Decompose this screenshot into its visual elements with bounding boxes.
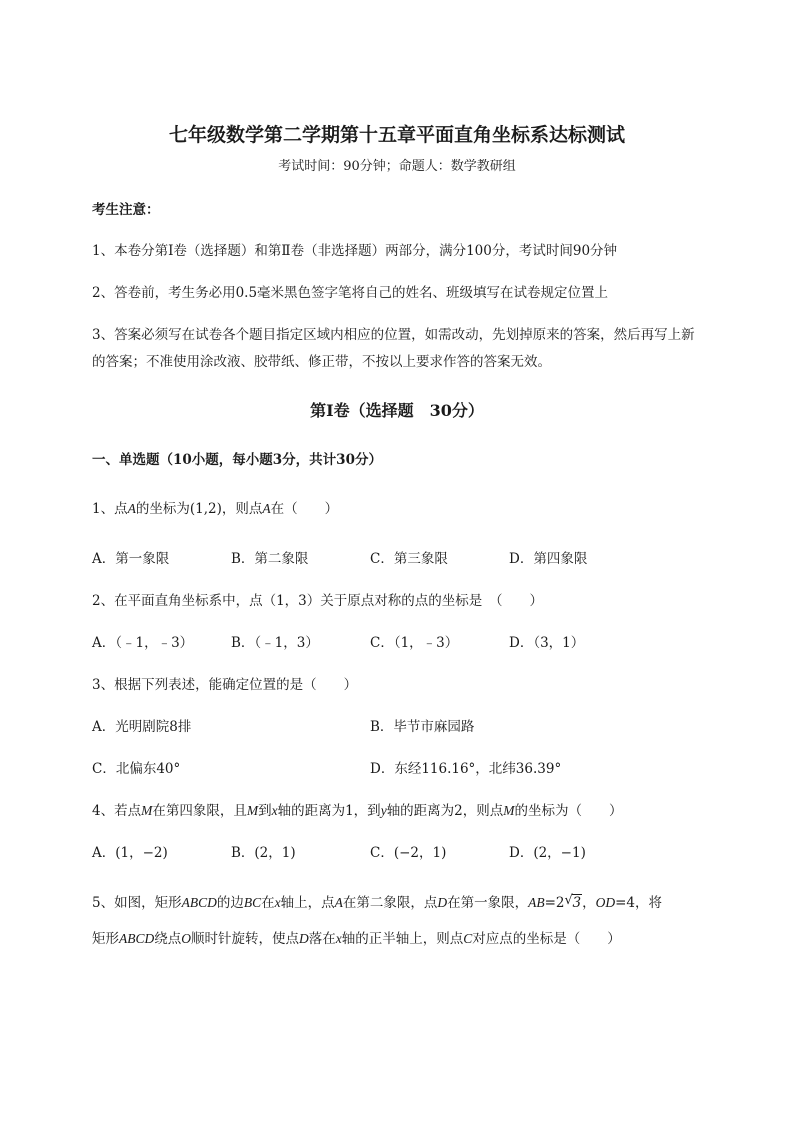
sqrt-symbol: √ 3 [564, 893, 582, 911]
question-1-option-b[interactable]: B．第二象限 [231, 551, 309, 567]
question-4-option-a[interactable]: A．(1，−2) [92, 845, 168, 861]
question-3-option-a[interactable]: A．光明剧院8排 [92, 719, 192, 735]
question-4-stem: 4、若点M在第四象限，且M到x轴的距离为1，到y轴的距离为2，则点M的坐标为（ ） [92, 803, 623, 819]
question-4-option-c[interactable]: C．(−2，1) [370, 845, 447, 861]
exam-title: 七年级数学第二学期第十五章平面直角坐标系达标测试 [168, 124, 625, 146]
question-4-option-b[interactable]: B．(2，1) [231, 845, 296, 861]
question-2-option-a[interactable]: A．（﹣1，﹣3） [92, 635, 194, 651]
notice-item-3-cont: 的答案；不准使用涂改液、胶带纸、修正带，不按以上要求作答的答案无效。 [92, 354, 551, 370]
notice-item-2: 2、答卷前，考生务必用0.5毫米黑色签字笔将自己的姓名、班级填写在试卷规定位置上 [92, 285, 609, 301]
question-3-option-b[interactable]: B．毕节市麻园路 [370, 719, 475, 735]
question-4-option-d[interactable]: D．(2，−1) [509, 845, 586, 861]
section-title: 第I卷（选择题 30分） [310, 401, 484, 420]
notice-heading: 考生注意： [92, 202, 160, 218]
notice-item-3: 3、答案必须写在试卷各个题目指定区域内相应的位置，如需改动，先划掉原来的答案，然后再写上新 [92, 327, 695, 343]
question-1-option-c[interactable]: C．第三象限 [370, 551, 448, 567]
question-2-stem: 2、在平面直角坐标系中，点（1，3）关于原点对称的点的坐标是 （ ） [92, 593, 544, 609]
question-2-option-b[interactable]: B．（﹣1，3） [231, 635, 319, 651]
question-2-option-d[interactable]: D．（3，1） [509, 635, 585, 651]
question-3-stem: 3、根据下列表述，能确定位置的是（ ） [92, 677, 358, 693]
question-2-option-c[interactable]: C．（1，﹣3） [370, 635, 459, 651]
question-3-option-c[interactable]: C．北偏东40° [92, 761, 181, 777]
question-1-stem: 1、点A的坐标为(1,2)，则点A在（ ） [92, 501, 339, 517]
question-5-stem-line-2: 矩形ABCD绕点O顺时针旋转，使点D落在x轴的正半轴上，则点C对应点的坐标是（ ） [92, 931, 621, 947]
part-heading: 一、单选题（10小题，每小题3分，共计30分） [92, 452, 382, 468]
exam-subtitle: 考试时间：90分钟；命题人：数学教研组 [278, 159, 516, 174]
question-1-option-d[interactable]: D．第四象限 [509, 551, 588, 567]
notice-item-1: 1、本卷分第I卷（选择题）和第Ⅱ卷（非选择题）两部分，满分100分，考试时间90分钟 [92, 243, 618, 259]
question-5-stem-line-1: 5、如图，矩形ABCD的边BC在x轴上，点A在第二象限，点D在第一象限，AB=2 √ 3，OD=4，将 [92, 893, 663, 911]
question-3-option-d[interactable]: D．东经116.16°，北纬36.39° [370, 761, 562, 777]
question-1-option-a[interactable]: A．第一象限 [92, 551, 170, 567]
